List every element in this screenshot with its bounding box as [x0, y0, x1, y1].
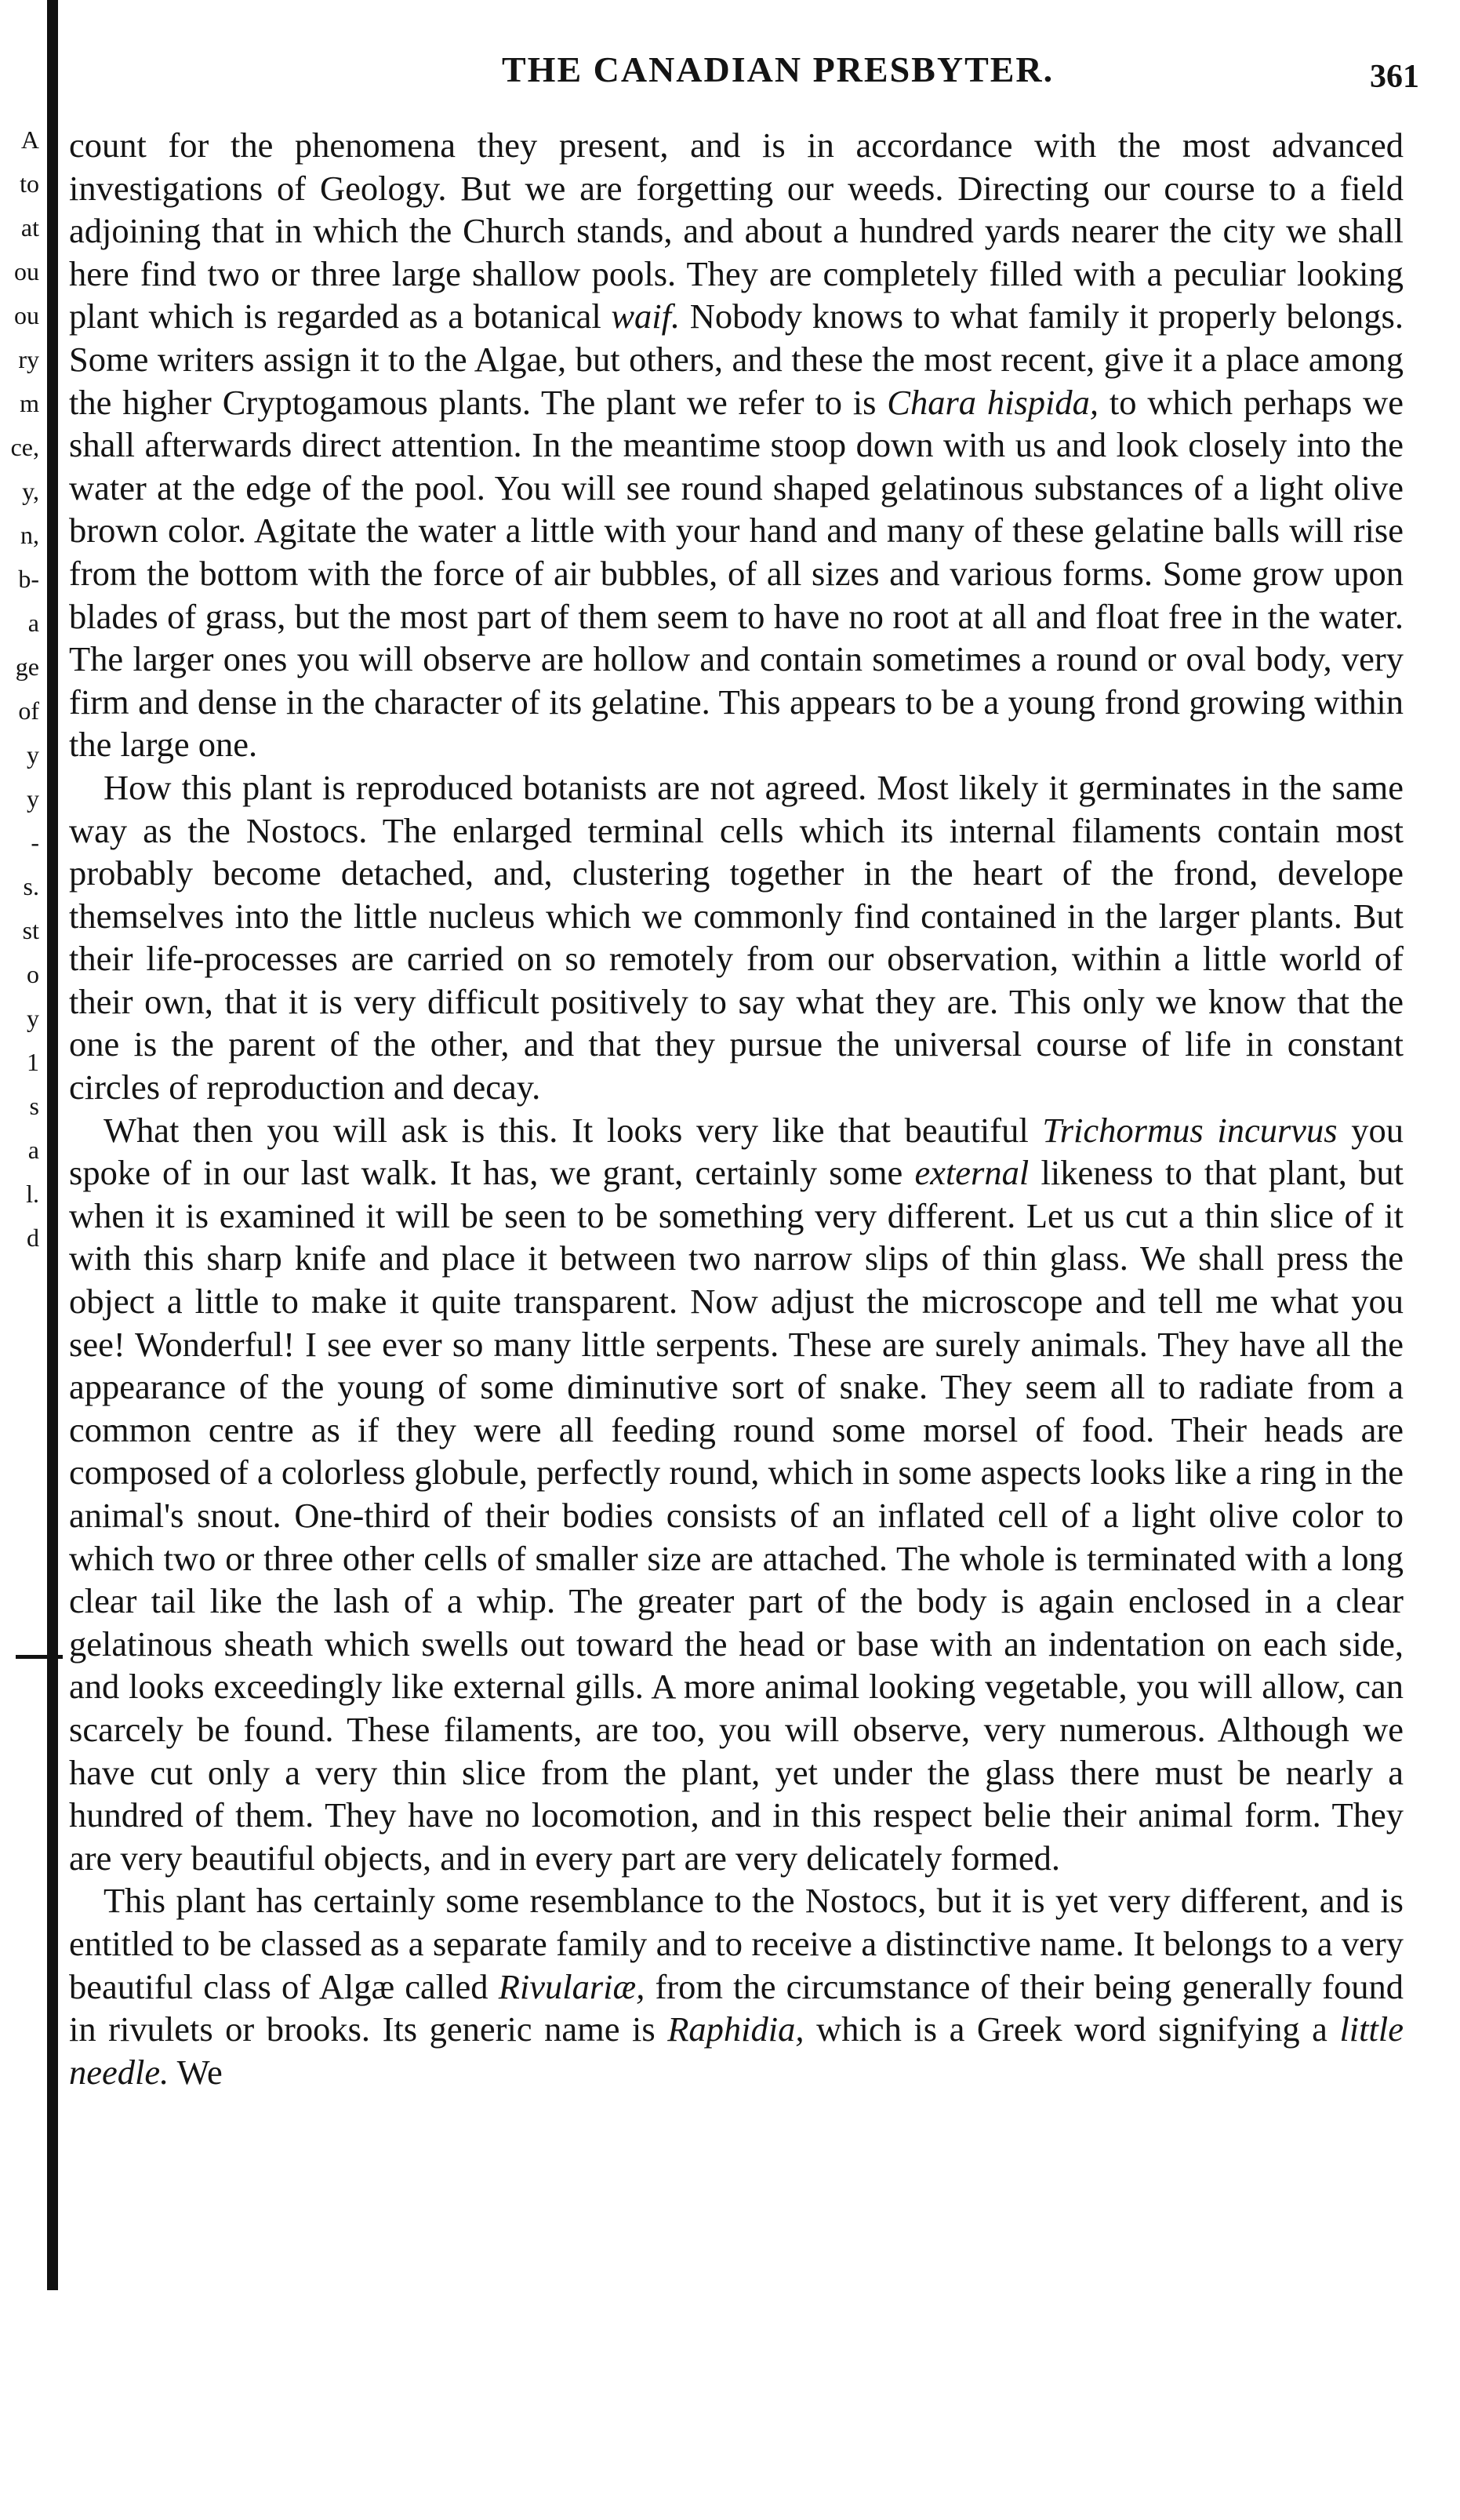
margin-fragment: ce,	[10, 433, 39, 461]
margin-fragment: s.	[23, 872, 39, 900]
margin-fragment: of	[18, 696, 39, 725]
text-run: Nobody knows to what family it properly belongs. Some writers assign it to the Algae, but others, and these the most recent, give it a place among the higher Cryptogamous plants. The plant we refer to is	[69, 296, 1404, 422]
page-header	[63, 49, 1419, 111]
text-run: What then you will ask is this. It looks very like that beautiful	[104, 1110, 1043, 1150]
page-number: 361	[1370, 59, 1419, 95]
margin-fragment: b-	[18, 565, 39, 593]
margin-fragment: a	[27, 1136, 39, 1164]
article-text-column	[69, 124, 1404, 2093]
gutter-rule	[47, 0, 58, 2290]
margin-fragment: y,	[22, 477, 39, 505]
italic-term: Chara hispida,	[887, 382, 1099, 422]
margin-fragment: y	[27, 784, 39, 813]
margin-fragment: at	[20, 213, 39, 242]
margin-fragment: ou	[14, 257, 39, 285]
margin-fragment: 1	[27, 1048, 39, 1076]
margin-fragment: o	[27, 960, 39, 988]
margin-fragment: d	[27, 1224, 39, 1252]
margin-fragment: -	[31, 828, 39, 856]
paragraph-1	[69, 124, 1404, 766]
italic-term: external	[914, 1153, 1030, 1193]
margin-fragment: a	[27, 609, 39, 637]
margin-fragment: ge	[15, 653, 39, 681]
margin-fragment: y	[27, 740, 39, 769]
text-run: We	[169, 2052, 223, 2092]
text-run: which is a Greek word signifying a	[804, 2009, 1340, 2049]
running-title: THE CANADIAN PRESBYTER.	[502, 49, 1055, 89]
margin-fragment: st	[22, 916, 39, 944]
italic-term: waif.	[611, 296, 681, 336]
previous-column-fragments	[0, 118, 39, 1260]
margin-fragment: ry	[18, 345, 39, 373]
text-run: How this plant is reproduced botanists are not agreed. Most likely it germinates in the same way as the Nostocs. The enlarged terminal cells which its internal filaments contain most probably become detached, and, clustering together in the heart of the frond, develope themselves into the little nucleus which we commonly find contained in the larger plants. But their life-processes are carried on so remotely from our observation, within a little world of their own, that it is very difficult positively to say what they are. This only we know that the one is the parent of the other, and that they pursue the universal course of life in constant circles of reproduction and decay.	[69, 767, 1404, 1107]
margin-fragment: m	[20, 389, 39, 417]
text-run: to which perhaps we shall afterwards direct attention. In the meantime stoop down with us and look closely into the water at the edge of the pool. You will see round shaped gelatinous substances of a light olive brown color. Agitate the water a little with your hand and many of these gelatine balls will rise from the bottom with the force of air bubbles, of all sizes and various forms. Some grow upon blades of grass, but the most part of them seem to have no root at all and float free in the water. The larger ones you will observe are hollow and contain sometimes a round or oval body, very firm and dense in the character of its gelatine. This appears to be a young frond growing within the large one.	[69, 382, 1404, 765]
gutter-tick	[16, 1655, 63, 1659]
text-run: likeness to that plant, but when it is examined it will be seen to be something very different. Let us cut a thin slice of it with this sharp knife and place it between two narrow slips of thin glass. We shall press the object a little to make it quite transparent. Now adjust the microscope and tell me what you see! Wonderful! I see ever so many little serpents. These are surely animals. They have all the appearance of the young of some diminutive sort of snake. They seem all to radiate from a common centre as if they were all feeding round some morsel of food. Their heads are composed of a colorless globule, perfectly round, which in some aspects looks like a ring in the animal's snout. One-third of their bodies consists of an inflated cell of a light olive color to which two or three other cells of smaller size are attached. The whole is terminated with a long clear tail like the lash of a whip. The greater part of the body is again enclosed in a clear gelatinous sheath which swells out toward the head or base with an indentation on each side, and looks exceedingly like external gills. A more animal looking vegetable, you will allow, can scarcely be found. These filaments, are too, you will observe, very numerous. Although we have cut only a very thin slice from the plant, yet under the glass there must be nearly a hundred of them. They have no locomotion, and in this respect belie their animal form. They are very beautiful objects, and in every part are very delicately formed.	[69, 1153, 1404, 1878]
paragraph-4	[69, 1879, 1404, 2093]
margin-fragment: s	[29, 1092, 39, 1120]
paragraph-3	[69, 1109, 1404, 1880]
italic-term: Raphidia,	[667, 2009, 804, 2049]
text-run: you spoke of in our last walk. It has, we grant, certainly some	[69, 1110, 1404, 1193]
italic-term: little needle.	[69, 2009, 1404, 2092]
paragraph-2	[69, 766, 1404, 1109]
margin-fragment: n,	[20, 521, 39, 549]
margin-fragment: l.	[26, 1180, 39, 1208]
text-run: count for the phenomena they present, and is in accordance with the most advanced investigations of Geology. But we are forgetting our weeds. Directing our course to a field adjoining that in which the Church stands, and about a hundred yards nearer the city we shall here find two or three large shallow pools. They are completely filled with a peculiar looking plant which is regarded as a botanical	[69, 125, 1404, 336]
italic-term: Trichormus incurvus	[1042, 1110, 1338, 1150]
margin-fragment: y	[27, 1004, 39, 1032]
margin-fragment: ou	[14, 301, 39, 329]
margin-fragment: A	[20, 125, 39, 154]
text-run: from the circumstance of their being generally found in rivulets or brooks. Its generic name is	[69, 1966, 1404, 2049]
italic-term: Rivulariæ,	[498, 1966, 645, 2006]
margin-fragment: to	[20, 169, 39, 198]
text-run: This plant has certainly some resemblance to the Nostocs, but it is yet very different, and is entitled to be classed as a separate family and to receive a distinctive name. It belongs to a very beautiful class of Algæ called	[69, 1881, 1404, 2006]
